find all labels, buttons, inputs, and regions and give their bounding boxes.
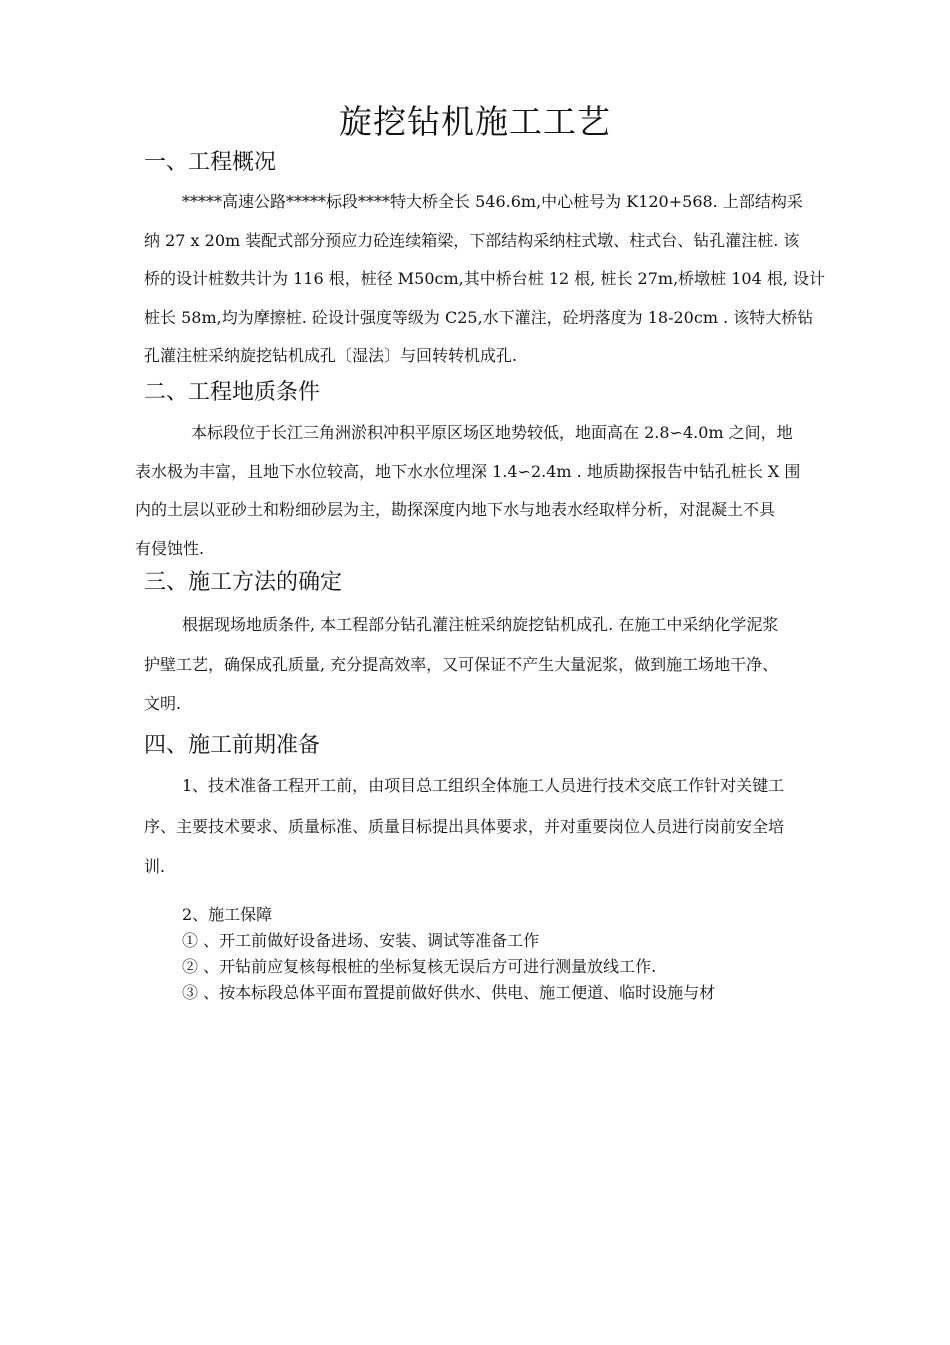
section-heading-geology: 二、工程地质条件	[144, 380, 321, 405]
text-line: 表水极为丰富，且地下水位较高，地下水水位埋深 1.4∽2.4m . 地质勘探报告中钻孔桩长 X 围	[135, 461, 801, 481]
section-body-geology	[135, 414, 800, 568]
section-body-overview	[144, 183, 825, 376]
text-line: 序、主要技术要求、质量标准、质量目标提出具体要求，并对重要岗位人员进行岗前安全培	[144, 816, 785, 836]
section-body-preparation	[144, 766, 784, 888]
text-line: *****高速公路*****标段****特大桥全长 546.6m,中心桩号为 K120+568. 上部结构采	[182, 192, 803, 211]
text-line: 本标段位于长江三角洲淤积冲积平原区场区地势较低，地面高在 2.8∽4.0m 之间，地	[191, 423, 793, 442]
list-item: ② 、开钻前应复核每根桩的坐标复核无误后方可进行测量放线工作.	[182, 957, 657, 976]
text-line: 1、技术准备工程开工前，由项目总工组织全体施工人员进行技术交底工作针对关键工	[182, 776, 785, 795]
text-line: 护壁工艺，确保成孔质量, 充分提高效率，又可保证不产生大量泥浆，做到施工场地干净、	[144, 654, 779, 674]
text-line: 根据现场地质条件, 本工程部分钻孔灌注桩采纳旋挖钻机成孔. 在施工中采纳化学泥浆	[182, 615, 779, 634]
text-line: 文明.	[144, 694, 182, 713]
construction-guarantee-list	[182, 902, 715, 1006]
document-title: 旋挖钻机施工工艺	[339, 102, 611, 141]
text-line: 内的土层以亚砂土和粉细砂层为主，勘探深度内地下水与地表水经取样分析，对混凝土不具	[135, 500, 776, 519]
text-line: 有侵蚀性.	[135, 538, 205, 558]
section-body-method	[144, 605, 778, 724]
text-line: 纳 27 x 20m 装配式部分预应力砼连续箱梁，下部结构采纳柱式墩、柱式台、钻孔灌注桩. 该	[144, 230, 800, 250]
text-line: 训.	[144, 857, 166, 876]
text-line: 桥的设计桩数共计为 116 根，桩径 M50cm,其中桥台桩 12 根, 桩长 27m,桥墩桩 104 根, 设计	[144, 269, 826, 288]
text-line: 桩长 58m,均为摩擦桩. 砼设计强度等级为 C25,水下灌注，砼坍落度为 18-20cm . 该特大桥钻	[144, 307, 814, 327]
section-heading-preparation: 四、施工前期准备	[144, 733, 321, 758]
list-item: ③ 、按本标段总体平面布置提前做好供水、供电、施工便道、临时设施与材	[182, 983, 716, 1002]
section-heading-method: 三、施工方法的确定	[144, 570, 343, 595]
list-item: ① 、开工前做好设备进场、安装、调试等准备工作	[182, 931, 540, 950]
list-title: 2、施工保障	[182, 905, 273, 924]
text-line: 孔灌注桩采纳旋挖钻机成孔〔湿法〕与回转转机成孔.	[144, 346, 518, 365]
section-heading-overview: 一、工程概况	[144, 150, 277, 175]
